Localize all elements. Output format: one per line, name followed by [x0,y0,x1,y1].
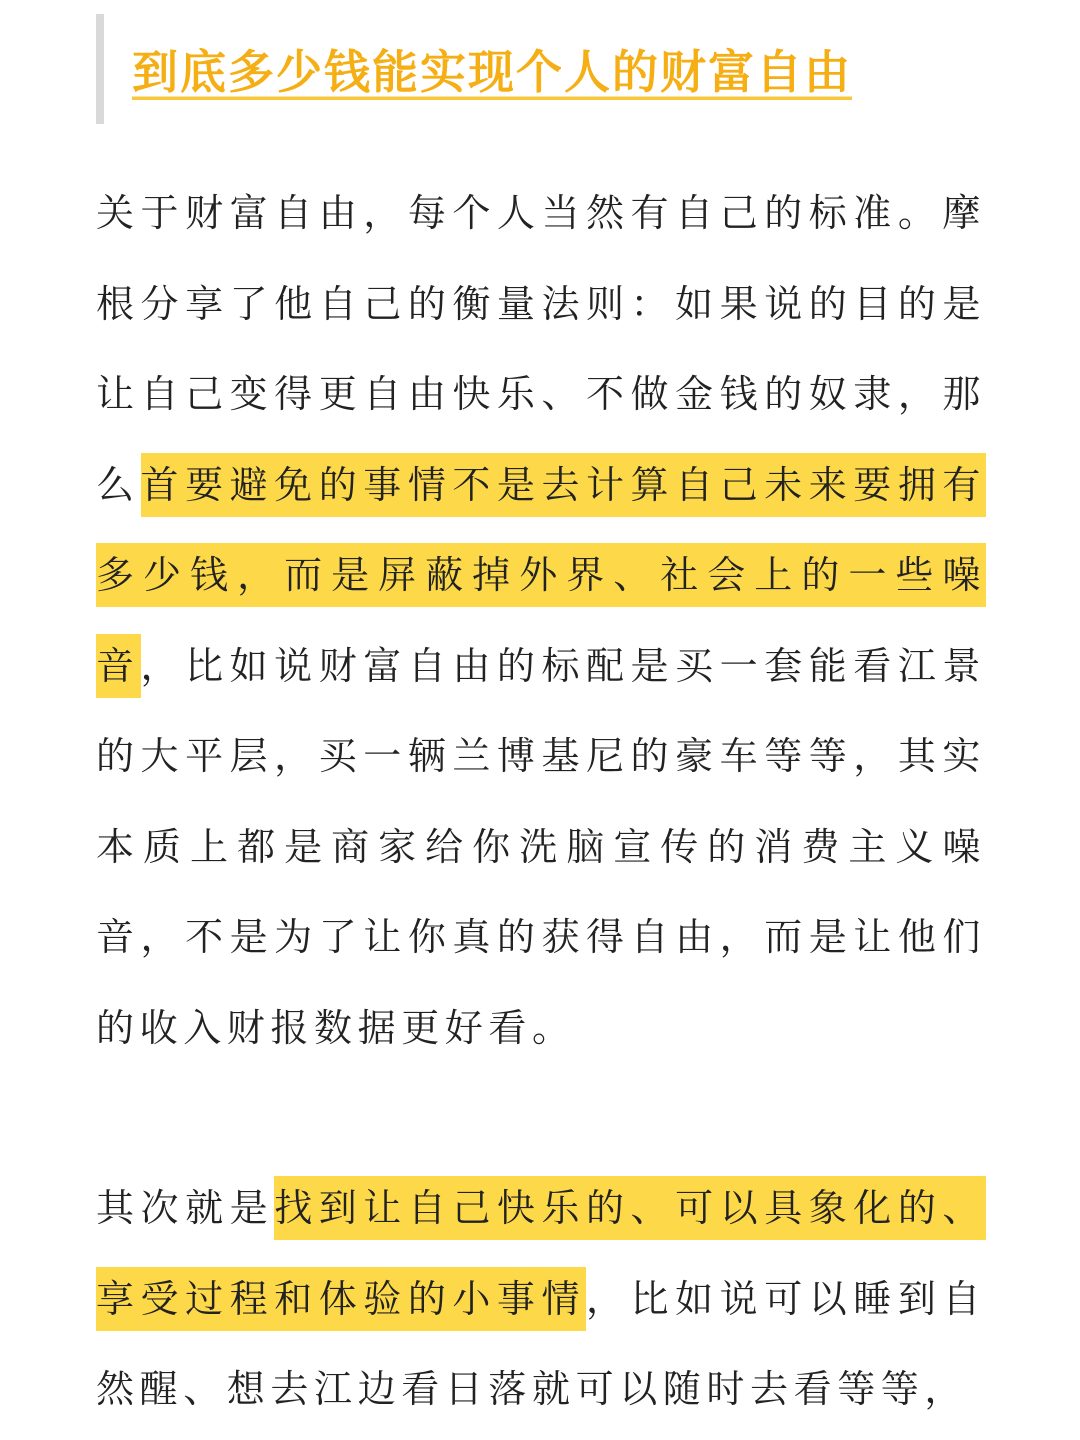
article-title: 到底多少钱能实现个人的财富自由 [132,40,852,104]
paragraph-2-highlight: 找到让自己快乐的、可以具象化的、享受过程和体验的小事情 [96,1176,986,1331]
paragraph-2 [96,1163,986,1435]
article-body [96,168,986,1435]
paragraph-1-highlight: 首要避免的事情不是去计算自己未来要拥有多少钱，而是屏蔽掉外界、社会上的一些噪音 [96,453,986,698]
paragraph-2-text-end: ，比如说可以睡到自然醒、想去江边看日落就可以随时去看等等， [96,1276,986,1411]
paragraph-1-text-start: 关于财富自由，每个人当然有自己的标准。摩根分享了他自己的衡量法则：如果说的目的是让自己变得更自由快乐、不做金钱的奴隶，那么 [96,191,986,507]
paragraph-1 [96,168,986,1073]
paragraph-2-text-start: 其次就是 [96,1186,275,1230]
title-accent-bar [96,14,104,124]
paragraph-1-text-end: ，比如说财富自由的标配是买一套能看江景的大平层，买一辆兰博基尼的豪车等等，其实本质上都是商家给你洗脑宣传的消费主义噪音，不是为了让你真的获得自由，而是让他们的收入财报数据更好看。 [96,643,986,1050]
